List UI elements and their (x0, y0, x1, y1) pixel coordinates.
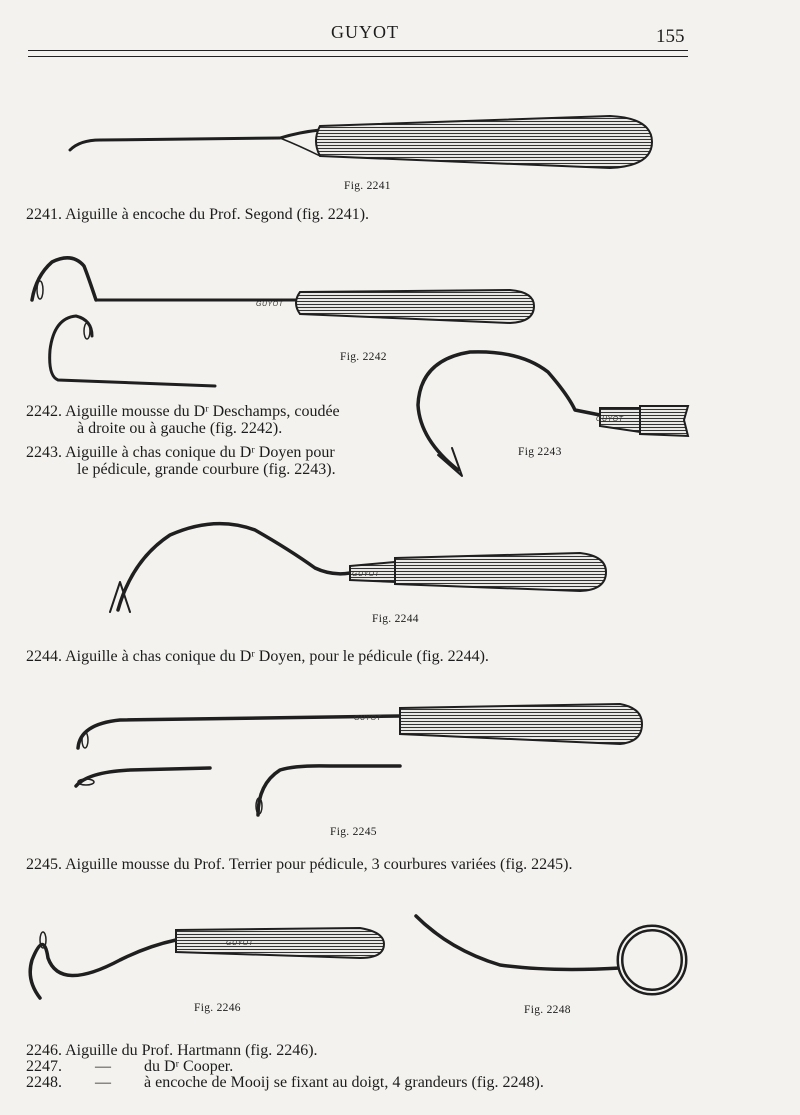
entry-number: 2246. (26, 1042, 62, 1059)
page-number: 155 (656, 26, 685, 47)
entry-2245 (26, 856, 572, 873)
figure-2243-caption: Fig 2243 (518, 446, 562, 458)
figure-2246-brand: GUYOT (226, 940, 254, 947)
entry-2242 (26, 403, 340, 420)
entry-text: du Dʳ Cooper. (144, 1058, 234, 1075)
figure-2244-illustration (110, 524, 606, 612)
entry-2244 (26, 648, 489, 665)
entry-text: Aiguille à chas conique du Dʳ Doyen pour (65, 444, 335, 461)
entry-number: 2247. (26, 1058, 62, 1075)
entry-2243 (26, 444, 335, 461)
ditto-dash: — (95, 1074, 111, 1091)
running-head: GUYOT (331, 22, 399, 42)
entry-2248 (26, 1074, 544, 1091)
figure-2242-brand: GUYOT (256, 301, 284, 308)
figure-2241-illustration (70, 116, 652, 168)
entry-2247 (26, 1058, 233, 1075)
entry-2243-line2: le pédicule, grande courbure (fig. 2243). (77, 461, 336, 478)
figure-2245-brand: GUYOT (354, 715, 382, 722)
entry-2241 (26, 206, 369, 223)
entry-text: Aiguille du Prof. Hartmann (fig. 2246). (65, 1042, 318, 1059)
entry-number: 2245. (26, 856, 62, 873)
entry-text: Aiguille mousse du Dʳ Deschamps, coudée (65, 403, 340, 420)
entry-2246 (26, 1042, 318, 1059)
ditto-dash: — (95, 1058, 111, 1075)
entry-text: Aiguille à encoche du Prof. Segond (fig. 2241). (65, 206, 370, 223)
figure-2243-brand: GUYOT (596, 416, 624, 423)
figure-2246-caption: Fig. 2246 (194, 1002, 241, 1014)
figure-2241-caption: Fig. 2241 (344, 180, 391, 192)
entry-text: à encoche de Mooij se fixant au doigt, 4 grandeurs (fig. 2248). (144, 1074, 544, 1091)
figure-2245-illustration (76, 704, 642, 815)
entry-number: 2242. (26, 403, 62, 420)
entry-number: 2243. (26, 444, 62, 461)
entry-number: 2241. (26, 206, 62, 223)
figure-2248-caption: Fig. 2248 (524, 1004, 571, 1016)
entry-text: Aiguille mousse du Prof. Terrier pour pédicule, 3 courbures variées (fig. 2245). (65, 856, 573, 873)
figure-2246-illustration (30, 928, 384, 998)
figure-2242-caption: Fig. 2242 (340, 351, 387, 363)
figure-2248-illustration (416, 916, 684, 992)
entry-number: 2244. (26, 648, 62, 665)
figure-2245-caption: Fig. 2245 (330, 826, 377, 838)
entry-2242-line2: à droite ou à gauche (fig. 2242). (77, 420, 283, 437)
entry-text: Aiguille à chas conique du Dʳ Doyen, pour le pédicule (fig. 2244). (65, 648, 489, 665)
entry-number: 2248. (26, 1074, 62, 1091)
figure-2244-brand: GUYOT (352, 571, 380, 578)
figure-2242-illustration (32, 258, 534, 386)
figure-2244-caption: Fig. 2244 (372, 613, 419, 625)
